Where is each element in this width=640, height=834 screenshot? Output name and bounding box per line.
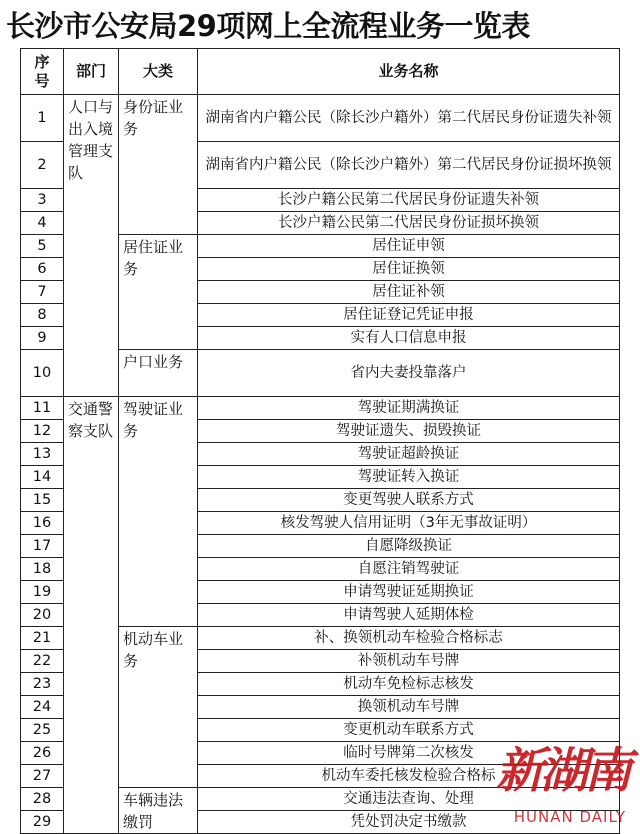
service-name: 变更驾驶人联系方式	[198, 489, 620, 512]
table-row	[21, 95, 620, 142]
row-number: 11	[21, 397, 64, 420]
service-name: 居住证申领	[198, 235, 620, 258]
page-title: 长沙市公安局29项网上全流程业务一览表	[6, 9, 530, 43]
row-number: 3	[21, 189, 64, 212]
row-number: 15	[21, 489, 64, 512]
row-number: 18	[21, 558, 64, 581]
header-service: 业务名称	[198, 49, 620, 95]
row-number: 12	[21, 420, 64, 443]
service-name: 机动车免检标志核发	[198, 673, 620, 696]
row-number: 6	[21, 258, 64, 281]
row-number: 14	[21, 466, 64, 489]
service-name: 申请驾驶人延期体检	[198, 604, 620, 627]
service-name: 长沙户籍公民第二代居民身份证遗失补领	[198, 189, 620, 212]
service-name: 长沙户籍公民第二代居民身份证损坏换领	[198, 212, 620, 235]
service-name: 变更机动车联系方式	[198, 719, 620, 742]
row-number: 29	[21, 811, 64, 834]
row-number: 8	[21, 304, 64, 327]
service-name: 省内夫妻投靠落户	[198, 350, 620, 397]
service-name: 自愿注销驾驶证	[198, 558, 620, 581]
service-name: 临时号牌第二次核发	[198, 742, 620, 765]
row-number: 22	[21, 650, 64, 673]
row-number: 1	[21, 95, 64, 142]
category-cell: 身份证业务	[119, 95, 198, 235]
logo-english-text: HUNAN DAILY	[513, 808, 626, 826]
service-name: 驾驶证转入换证	[198, 466, 620, 489]
row-number: 7	[21, 281, 64, 304]
service-name: 居住证换领	[198, 258, 620, 281]
department-cell: 交通警察支队	[64, 397, 119, 834]
service-name: 换领机动车号牌	[198, 696, 620, 719]
service-name: 居住证登记凭证申报	[198, 304, 620, 327]
newspaper-logo	[482, 726, 632, 826]
row-number: 26	[21, 742, 64, 765]
category-cell: 驾驶证业务	[119, 397, 198, 627]
row-number: 13	[21, 443, 64, 466]
service-name: 实有人口信息申报	[198, 327, 620, 350]
service-name: 申请驾驶证延期换证	[198, 581, 620, 604]
service-name: 自愿降级换证	[198, 535, 620, 558]
service-name: 交通违法查询、处理	[198, 788, 620, 811]
category-cell: 居住证业务	[119, 235, 198, 350]
row-number: 5	[21, 235, 64, 258]
row-number: 2	[21, 142, 64, 189]
category-cell: 车辆违法缴罚	[119, 788, 198, 834]
row-number: 16	[21, 512, 64, 535]
row-number: 4	[21, 212, 64, 235]
table-row	[21, 397, 620, 420]
service-name: 补、换领机动车检验合格标志	[198, 627, 620, 650]
service-name: 驾驶证遗失、损毁换证	[198, 420, 620, 443]
service-name: 居住证补领	[198, 281, 620, 304]
row-number: 25	[21, 719, 64, 742]
row-number: 23	[21, 673, 64, 696]
row-number: 19	[21, 581, 64, 604]
service-name: 驾驶证期满换证	[198, 397, 620, 420]
row-number: 24	[21, 696, 64, 719]
service-name: 核发驾驶人信用证明（3年无事故证明）	[198, 512, 620, 535]
service-name: 湖南省内户籍公民（除长沙户籍外）第二代居民身份证损坏换领	[198, 142, 620, 189]
service-name: 补领机动车号牌	[198, 650, 620, 673]
row-number: 10	[21, 350, 64, 397]
header-row	[21, 49, 620, 95]
row-number: 17	[21, 535, 64, 558]
category-cell: 户口业务	[119, 350, 198, 397]
department-cell: 人口与出入境管理支队	[64, 95, 119, 397]
row-number: 28	[21, 788, 64, 811]
category-cell: 机动车业务	[119, 627, 198, 788]
logo-chinese-text: 新湖南	[495, 743, 628, 799]
row-number: 20	[21, 604, 64, 627]
header-category: 大类	[119, 49, 198, 95]
service-name: 湖南省内户籍公民（除长沙户籍外）第二代居民身份证遗失补领	[198, 95, 620, 142]
header-dept: 部门	[64, 49, 119, 95]
services-table	[20, 48, 620, 834]
row-number: 9	[21, 327, 64, 350]
service-name: 机动车委托核发检验合格标	[198, 765, 620, 788]
header-seq: 序号	[21, 49, 64, 95]
service-name: 驾驶证超龄换证	[198, 443, 620, 466]
service-name: 凭处罚决定书缴款	[198, 811, 620, 834]
row-number: 27	[21, 765, 64, 788]
row-number: 21	[21, 627, 64, 650]
